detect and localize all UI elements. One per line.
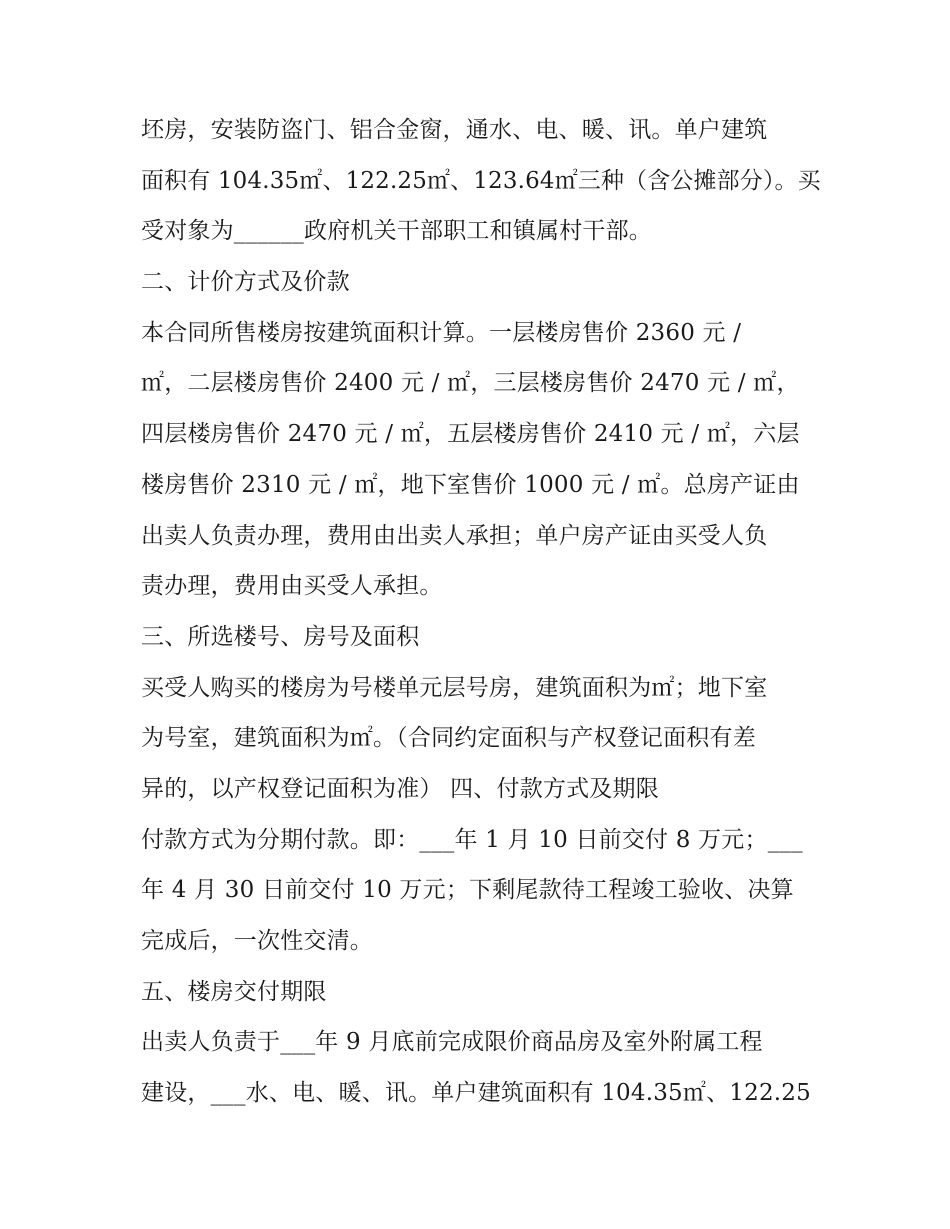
text-line: 完成后，一次性交清。 bbox=[141, 928, 373, 954]
section-heading: 二、计价方式及价款 bbox=[141, 269, 350, 296]
text-line: 为号室，建筑面积为㎡。（合同约定面积与产权登记面积有差 bbox=[141, 725, 756, 752]
text-line: 付款方式为分期付款。即：___年 1 月 10 日前交付 8 万元；___ bbox=[141, 826, 803, 853]
text-line: 出卖人负责办理，费用由出卖人承担；单户房产证由买受人负 bbox=[141, 522, 768, 549]
text-line: 异的，以产权登记面积为准） 四、付款方式及期限 bbox=[141, 775, 659, 802]
text-line: 年 4 月 30 日前交付 10 万元；下剩尾款待工程竣工验收、决算 bbox=[141, 877, 794, 904]
text-line: 本合同所售楼房按建筑面积计算。一层楼房售价 2360 元 / bbox=[141, 319, 742, 346]
document-body bbox=[141, 105, 821, 1119]
text-line: 坯房，安装防盗门、铝合金窗，通水、电、暖、讯。单户建筑 bbox=[141, 117, 768, 143]
text-line: 建设，___水、电、暖、讯。单户建筑面积有 104.35㎡、122.25 bbox=[141, 1080, 811, 1107]
section-heading: 三、所选楼号、房号及面积 bbox=[141, 623, 420, 650]
text-line: 楼房售价 2310 元 / ㎡，地下室售价 1000 元 / ㎡。总房产证由 bbox=[141, 471, 800, 498]
text-line: 受对象为______政府机关干部职工和镇属村干部。 bbox=[141, 218, 652, 245]
section-heading: 五、楼房交付期限 bbox=[141, 978, 327, 1005]
text-line: ㎡，二层楼房售价 2400 元 / ㎡，三层楼房售价 2470 元 / ㎡， bbox=[141, 370, 800, 397]
text-line: 责办理，费用由买受人承担。 bbox=[141, 573, 443, 600]
text-line: 四层楼房售价 2470 元 / ㎡，五层楼房售价 2410 元 / ㎡，六层 bbox=[141, 421, 800, 448]
text-line: 面积有 104.35㎡、122.25㎡、123.64㎡三种（含公摊部分）。买 bbox=[141, 167, 821, 194]
text-line: 买受人购买的楼房为号楼单元层号房，建筑面积为㎡；地下室 bbox=[141, 674, 768, 701]
text-line: 出卖人负责于___年 9 月底前完成限价商品房及室外附属工程 bbox=[141, 1029, 763, 1056]
